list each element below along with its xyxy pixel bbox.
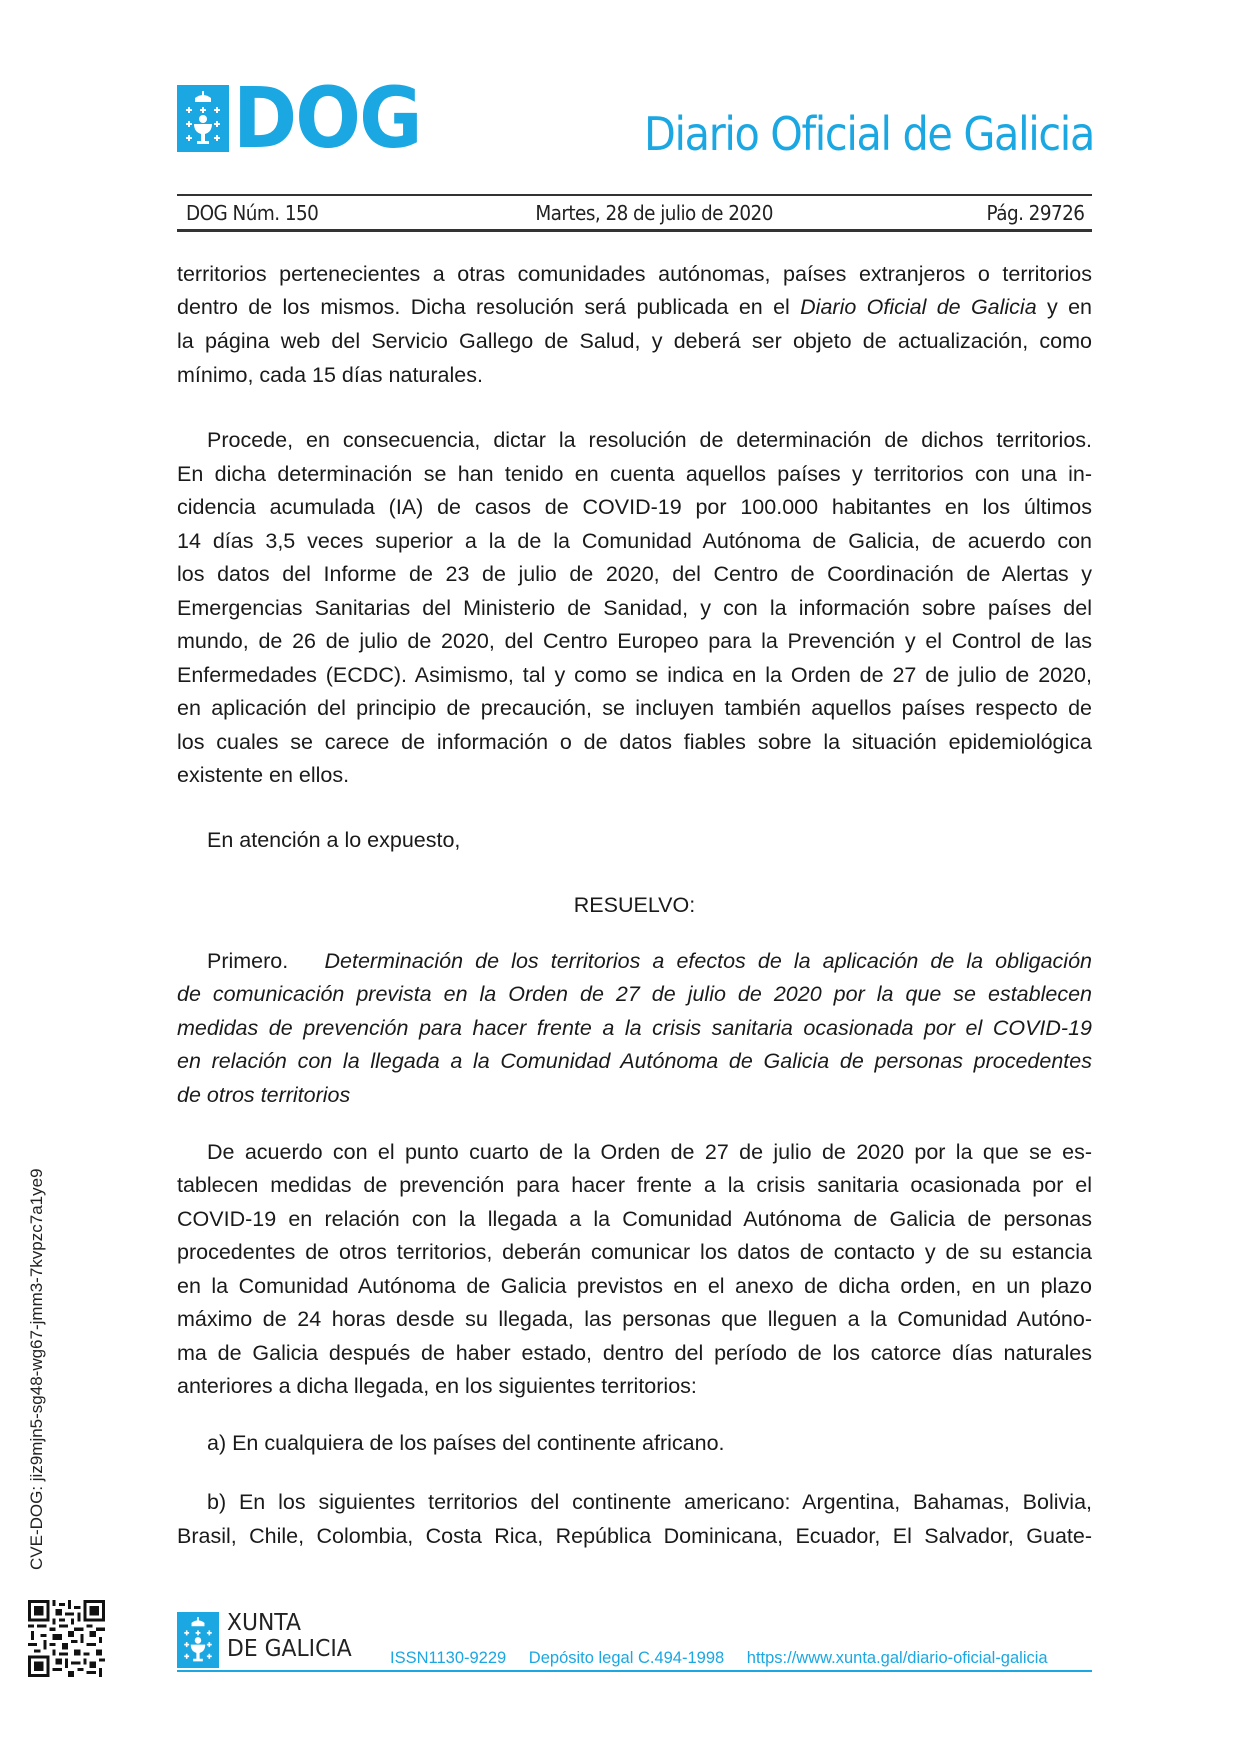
text-line: en relación con la llegada a la Comunidad Autónoma de Galicia de personas procedentes [177, 1049, 1092, 1073]
page-number: Pág. 29726 [986, 201, 1084, 225]
text-line: En dicha determinación se han tenido en cuenta aquellos países y territorios con una in- [177, 462, 1092, 486]
text-line: COVID-19 en relación con la llegada a la Comunidad Autónoma de Galicia de personas [177, 1207, 1092, 1231]
xunta-logo-text [227, 1610, 352, 1662]
text-line: mínimo, cada 15 días naturales. [177, 363, 483, 387]
publication-title: Diario Oficial de Galicia [644, 107, 1094, 161]
text-line: la página web del Servicio Gallego de Salud, y deberá ser objeto de actualización, como [177, 329, 1092, 353]
section-title: Determinación de los territorios a efectos de la aplicación de la obligación [324, 949, 1092, 973]
qr-code-icon [28, 1600, 105, 1677]
dog-logo-text: DOG [233, 69, 421, 167]
paragraph-3: En atención a lo expuesto, [207, 828, 461, 852]
xunta-line-1: XUNTA [227, 1610, 301, 1636]
section-label: Primero. [207, 949, 289, 973]
text-line: mundo, de 26 de julio de 2020, del Centro Europeo para la Prevención y el Control de las [177, 629, 1092, 653]
issue-date: Martes, 28 de julio de 2020 [534, 201, 773, 225]
text-line: de otros territorios [177, 1083, 351, 1107]
text-line: los datos del Informe de 23 de julio de 2020, del Centro de Coordinación de Alertas y [177, 562, 1092, 586]
text-line: existente en ellos. [177, 763, 350, 787]
text-line: anteriores a dicha llegada, en los siguientes territorios: [177, 1374, 697, 1398]
text-line: máximo de 24 horas desde su llegada, las personas que lleguen a la Comunidad Autóno- [177, 1307, 1092, 1331]
text-line: b) En los siguientes territorios del continente americano: Argentina, Bahamas, Bolivia, [207, 1490, 1092, 1514]
text-line: los cuales se carece de información o de datos fiables sobre la situación epidemiológica [177, 730, 1092, 754]
text-line: territorios pertenecientes a otras comunidades autónomas, países extranjeros o territorios [177, 262, 1092, 286]
text-line: en la Comunidad Autónoma de Galicia previstos en el anexo de dicha orden, en un plazo [177, 1274, 1092, 1298]
text-line: de comunicación prevista en la Orden de 27 de julio de 2020 por la que se establecen [177, 982, 1092, 1006]
text-line: procedentes de otros territorios, deberán comunicar los datos de contacto y de su estancia [177, 1240, 1092, 1264]
legal-deposit: Depósito legal C.494-1998 [528, 1649, 725, 1667]
text-line: en aplicación del principio de precaución, se incluyen también aquellos países respecto de [177, 696, 1092, 720]
issn: ISSN1130-9229 [390, 1649, 507, 1667]
header-rule-top [177, 194, 1092, 196]
list-item-a: a) En cualquiera de los países del continente africano. [207, 1431, 725, 1455]
xunta-line-2: DE GALICIA [227, 1636, 352, 1662]
text-line: cidencia acumulada (IA) de casos de COVID-19 por 100.000 habitantes en los últimos [177, 495, 1092, 519]
text-line: De acuerdo con el punto cuarto de la Orden de 27 de julio de 2020 por la que se es- [207, 1140, 1092, 1164]
text-line: Procede, en consecuencia, dictar la resolución de determinación de dichos territorios. [207, 428, 1092, 452]
text-line: ma de Galicia después de haber estado, dentro del período de los catorce días naturales [177, 1341, 1092, 1365]
footer-rule [177, 1670, 1092, 1672]
xunta-coat-of-arms-icon [177, 1612, 219, 1668]
text-line: Emergencias Sanitarias del Ministerio de Sanidad, y con la información sobre países del [177, 596, 1092, 620]
resuelvo-heading: RESUELVO: [573, 893, 696, 917]
footer-url-link[interactable]: https://www.xunta.gal/diario-oficial-galicia [746, 1649, 1048, 1667]
publication-name-italic: Diario Oficial de Galicia [800, 295, 1037, 319]
text-line [177, 290, 1092, 324]
text-line: medidas de prevención para hacer frente a la crisis sanitaria ocasionada por el COVID-19 [177, 1016, 1092, 1040]
cve-code: CVE-DOG: jiz9mjn5-sg48-wg67-jmm3-7kvpzc7a1ye9 [27, 1168, 46, 1570]
header-rule-bottom [177, 229, 1092, 232]
text-span: dentro de los mismos. Dicha resolución será publicada en el [177, 295, 801, 319]
text-line: Enfermedades (ECDC). Asimismo, tal y como se indica en la Orden de 27 de julio de 2020, [177, 663, 1092, 687]
issue-header [186, 199, 1084, 227]
text-span: y en [1036, 295, 1092, 319]
text-line [207, 944, 1092, 978]
galicia-coat-of-arms-icon [177, 85, 229, 152]
text-line: Brasil, Chile, Colombia, Costa Rica, República Dominicana, Ecuador, El Salvador, Guate- [177, 1524, 1092, 1548]
issue-number: DOG Núm. 150 [186, 201, 319, 225]
footer-info [390, 1648, 1066, 1668]
text-line: tablecen medidas de prevención para hacer frente a la crisis sanitaria ocasionada por el [177, 1173, 1092, 1197]
text-line: 14 días 3,5 veces superior a la de la Comunidad Autónoma de Galicia, de acuerdo con [177, 529, 1092, 553]
